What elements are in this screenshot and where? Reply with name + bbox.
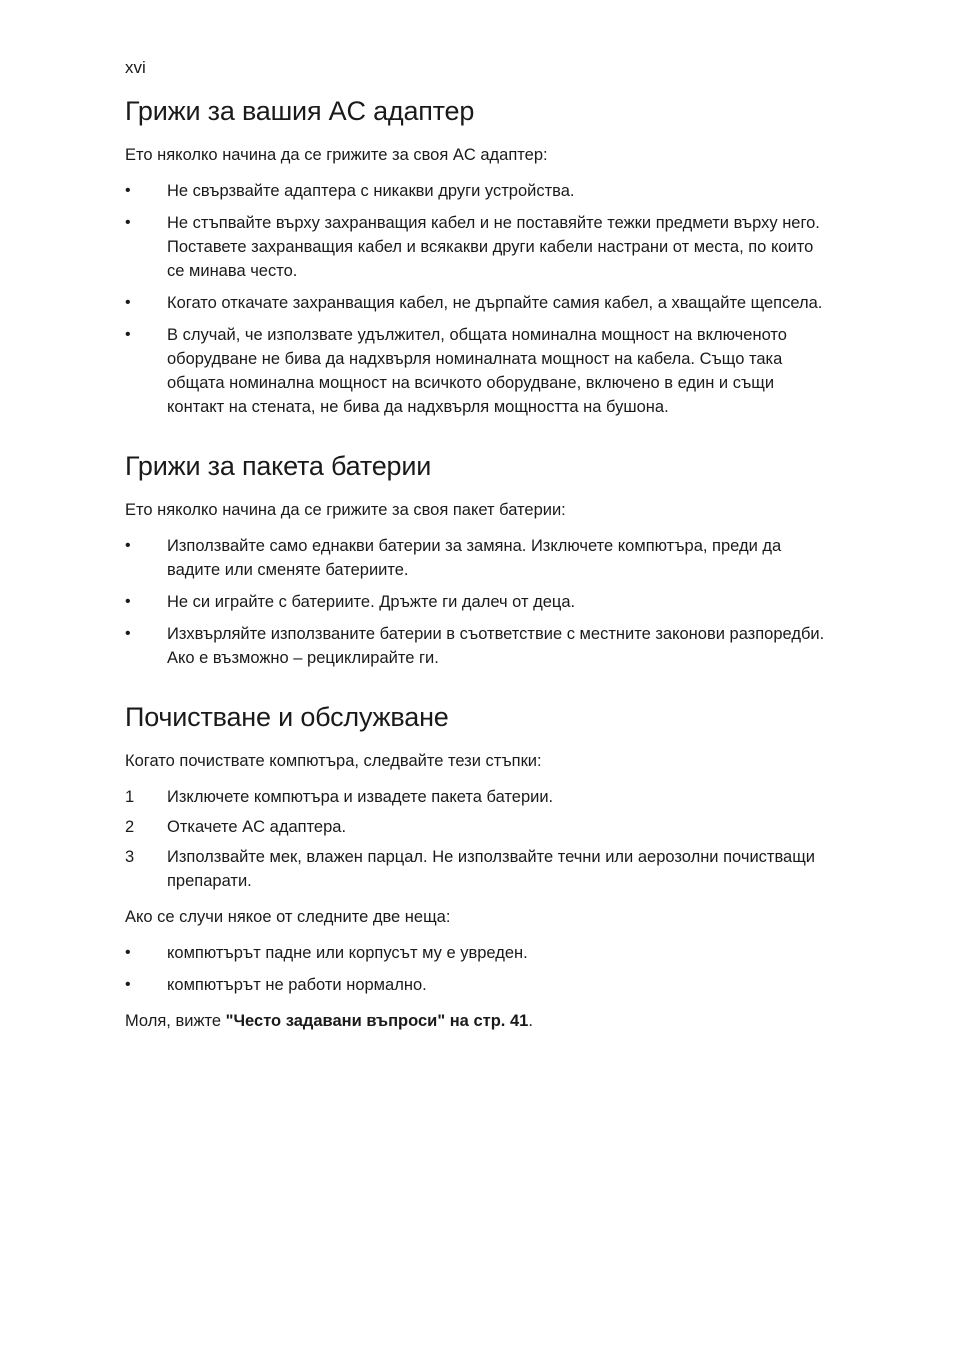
bullet-icon: • (125, 593, 131, 610)
bullet-list (125, 179, 825, 419)
list-item (125, 211, 825, 283)
bullet-list (125, 941, 825, 997)
section-title: Грижи за вашия AC адаптер (125, 96, 475, 126)
bullet-icon: • (125, 214, 131, 231)
bullet-icon: • (125, 944, 131, 961)
faq-reference-link[interactable]: "Често задавани въпроси" на стр. 41 (225, 1012, 529, 1030)
list-item (125, 534, 825, 582)
page-number: xvi (125, 58, 146, 77)
list-item (125, 973, 825, 997)
section-intro: Когато почиствате компютъра, следвайте тези стъпки: (125, 752, 542, 770)
step-number: 1 (125, 788, 135, 806)
list-item (125, 291, 825, 315)
step-item (125, 785, 825, 809)
step-number: 3 (125, 848, 135, 866)
step-text: Откачете AC адаптера. (167, 818, 347, 836)
bullet-icon: • (125, 537, 131, 554)
list-item-text: Не стъпвайте върху захранващия кабел и не поставяйте тежки предмети върху него. Поставете захранващия кабел и всякакви други кабели настрани от места, по които се минава често. (167, 214, 820, 280)
bullet-icon: • (125, 326, 131, 343)
list-item-text: компютърът не работи нормално. (167, 976, 427, 994)
step-number: 2 (125, 818, 135, 836)
bullet-icon: • (125, 294, 131, 311)
bullet-icon: • (125, 182, 131, 199)
step-text: Използвайте мек, влажен парцал. Не използвайте течни или аерозолни почистващи препарати. (167, 848, 816, 890)
page-content (125, 96, 825, 1045)
list-item (125, 622, 825, 670)
numbered-steps (125, 785, 825, 893)
section-battery-pack (125, 451, 825, 670)
condition-intro: Ако се случи някое от следните две неща: (125, 908, 451, 926)
list-item (125, 590, 825, 614)
step-item (125, 815, 825, 839)
see-also-suffix: . (528, 1012, 533, 1030)
list-item-text: В случай, че използвате удължител, общата номинална мощност на включеното оборудване не бива да надхвърля номиналната мощност на кабела. Също така общата номинална мощност на всичкото оборудване, включено в един и същи контакт на стената, не бива да надхвърля мощността на бушона. (167, 326, 787, 416)
see-also-paragraph (125, 1009, 825, 1033)
section-cleaning-service (125, 702, 825, 1033)
bullet-icon: • (125, 625, 131, 642)
section-intro: Ето няколко начина да се грижите за своя AC адаптер: (125, 146, 548, 164)
list-item-text: Когато откачате захранващия кабел, не дърпайте самия кабел, а хващайте щепсела. (167, 294, 823, 312)
section-intro: Ето няколко начина да се грижите за своя пакет батерии: (125, 501, 566, 519)
step-item (125, 845, 825, 893)
list-item-text: Изхвърляйте използваните батерии в съответствие с местните законови разпоредби. Ако е възможно – рециклирайте ги. (167, 625, 825, 667)
list-item-text: Използвайте само еднакви батерии за замяна. Изключете компютъра, преди да вадите или сменяте батериите. (167, 537, 782, 579)
list-item-text: Не си играйте с батериите. Дръжте ги далеч от деца. (167, 593, 576, 611)
bullet-list (125, 534, 825, 670)
section-title: Почистване и обслужване (125, 702, 449, 732)
step-text: Изключете компютъра и извадете пакета батерии. (167, 788, 554, 806)
see-also-prefix: Моля, вижте (125, 1012, 226, 1030)
list-item (125, 323, 825, 419)
list-item-text: Не свързвайте адаптера с никакви други устройства. (167, 182, 575, 200)
section-ac-adapter (125, 96, 825, 419)
list-item (125, 941, 825, 965)
bullet-icon: • (125, 976, 131, 993)
section-title: Грижи за пакета батерии (125, 451, 432, 481)
list-item (125, 179, 825, 203)
list-item-text: компютърът падне или корпусът му е увреден. (167, 944, 528, 962)
